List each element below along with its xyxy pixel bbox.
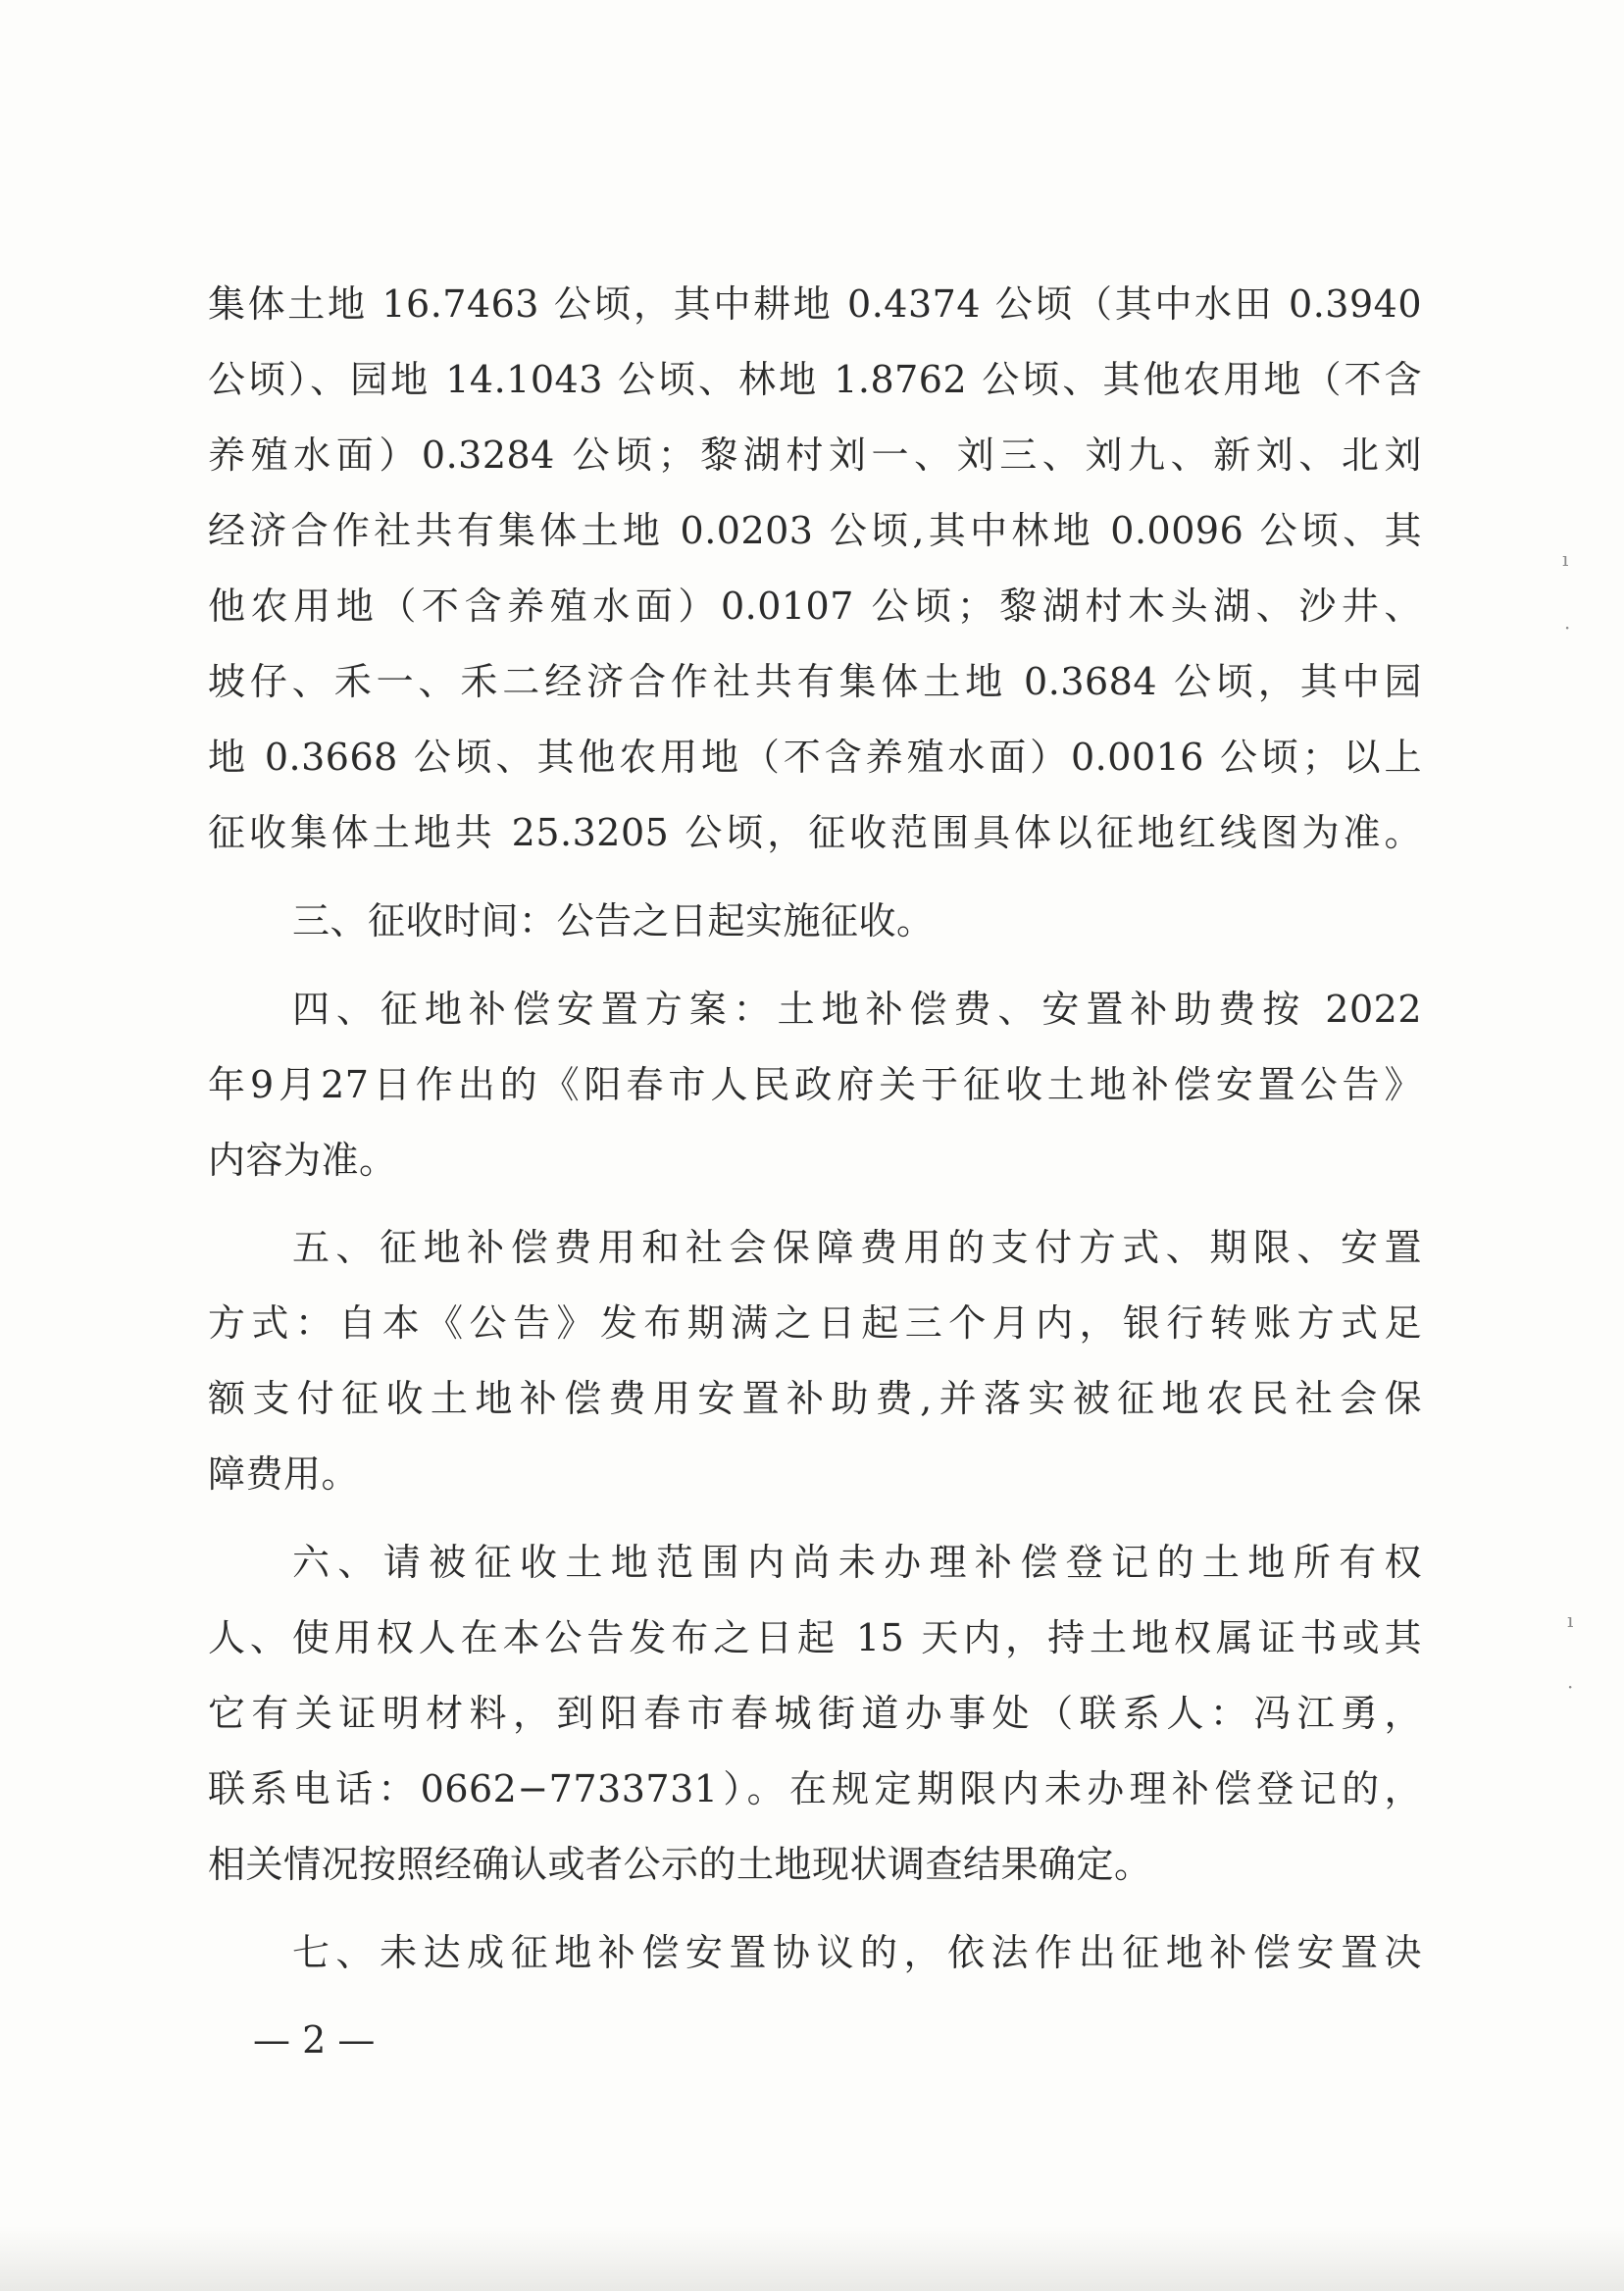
text-line: 他农用地（不含养殖水面）0.0107 公顷；黎湖村木头湖、沙井、 xyxy=(208,585,1422,628)
binding-hole-mark: ı xyxy=(1562,547,1569,571)
section-seven-line: 七、未达成征地补偿安置协议的，依法作出征地补偿安置决 xyxy=(292,1931,1422,1974)
text-line: 障费用。 xyxy=(208,1452,360,1496)
section-five-line: 五、征地补偿费用和社会保障费用的支付方式、期限、安置 xyxy=(292,1226,1422,1269)
section-six-line: 六、请被征收土地范围内尚未办理补偿登记的土地所有权 xyxy=(292,1541,1422,1584)
text-line: 联系电话：0662−7733731）。在规定期限内未办理补偿登记的， xyxy=(208,1767,1422,1810)
text-line: 集体土地 16.7463 公顷，其中耕地 0.4374 公顷（其中水田 0.3940 xyxy=(208,282,1422,326)
text-line: 养殖水面）0.3284 公顷；黎湖村刘一、刘三、刘九、新刘、北刘 xyxy=(208,433,1422,477)
scan-edge-shade xyxy=(0,2226,1624,2291)
text-line: 内容为准。 xyxy=(208,1139,397,1182)
binding-hole-mark: · xyxy=(1567,1675,1574,1699)
text-line: 它有关证明材料，到阳春市春城街道办事处（联系人：冯江勇， xyxy=(208,1692,1422,1735)
binding-hole-mark: ı xyxy=(1567,1608,1574,1632)
text-line: 人、使用权人在本公告发布之日起 15 天内，持土地权属证书或其 xyxy=(208,1616,1422,1659)
section-three-heading: 三、征收时间：公告之日起实施征收。 xyxy=(292,899,935,942)
text-line: 额支付征收土地补偿费用安置补助费,并落实被征地农民社会保 xyxy=(208,1377,1422,1420)
text-line: 地 0.3668 公顷、其他农用地（不含养殖水面）0.0016 公顷；以上 xyxy=(208,736,1422,779)
page-number: — 2 — xyxy=(253,2018,376,2062)
section-four-line: 四、征地补偿安置方案：土地补偿费、安置补助费按 2022 xyxy=(292,988,1422,1031)
text-line: 经济合作社共有集体土地 0.0203 公顷,其中林地 0.0096 公顷、其 xyxy=(208,509,1422,552)
text-line: 公顷）、园地 14.1043 公顷、林地 1.8762 公顷、其他农用地（不含 xyxy=(208,358,1422,401)
binding-hole-mark: · xyxy=(1564,616,1571,639)
text-line: 方式：自本《公告》发布期满之日起三个月内，银行转账方式足 xyxy=(208,1301,1422,1345)
text-line: 年9月27日作出的《阳春市人民政府关于征收土地补偿安置公告》 xyxy=(208,1063,1422,1106)
text-line: 相关情况按照经确认或者公示的土地现状调查结果确定。 xyxy=(208,1843,1152,1886)
text-line: 征收集体土地共 25.3205 公顷，征收范围具体以征地红线图为准。 xyxy=(208,811,1422,854)
text-line: 坡仔、禾一、禾二经济合作社共有集体土地 0.3684 公顷，其中园 xyxy=(208,660,1422,703)
